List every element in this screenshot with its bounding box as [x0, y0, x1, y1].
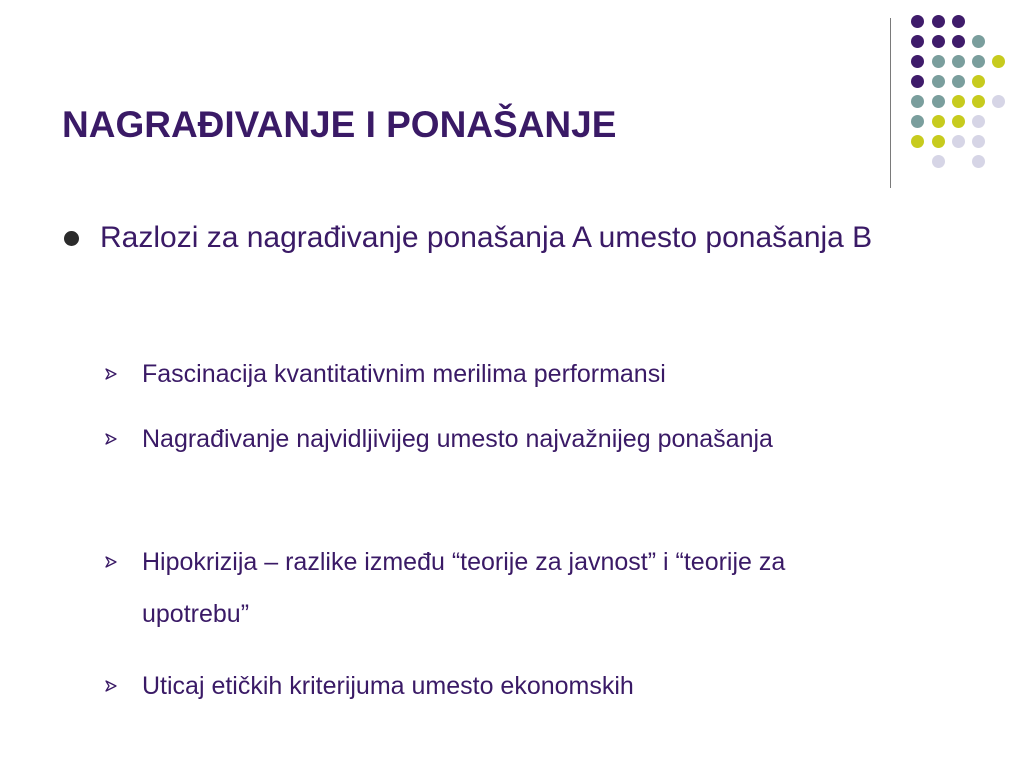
arrow-bullet-icon [104, 679, 118, 693]
sub-bullet-item: Hipokrizija – razlike između “teorije za javnost” i “teorije za upotrebu” [142, 548, 786, 628]
arrow-bullet-icon [104, 367, 118, 381]
arrow-bullet-icon [104, 432, 118, 446]
decoration-dot [932, 95, 945, 108]
decoration-dot [911, 135, 924, 148]
decoration-dot [932, 15, 945, 28]
decoration-dot [972, 55, 985, 68]
decoration-dot [932, 75, 945, 88]
slide-title: NAGRAĐIVANJE I PONAŠANJE [62, 104, 617, 145]
decoration-dot [932, 135, 945, 148]
sub-bullet-item: Nagrađivanje najvidljivijeg umesto najvažnijeg ponašanja [142, 425, 773, 453]
decoration-dot [972, 75, 985, 88]
decoration-dot [932, 155, 945, 168]
decoration-dot [911, 55, 924, 68]
decoration-dot [952, 115, 965, 128]
decoration-dot [952, 15, 965, 28]
decoration-dot [992, 55, 1005, 68]
dot-grid-decoration [0, 0, 1024, 200]
arrow-bullet-icon [104, 555, 118, 569]
decoration-dot [911, 35, 924, 48]
decoration-dot [911, 75, 924, 88]
decoration-dot [952, 135, 965, 148]
sub-bullet-item: Uticaj etičkih kriterijuma umesto ekonomskih [142, 672, 634, 700]
sub-bullet-item: Fascinacija kvantitativnim merilima performansi [142, 360, 666, 388]
decoration-dot [911, 15, 924, 28]
decoration-dot [952, 55, 965, 68]
decoration-dot [952, 95, 965, 108]
bullet-main: Razlozi za nagrađivanje ponašanja A umesto ponašanja B [100, 221, 873, 254]
bullet-dot-icon [64, 231, 79, 246]
decoration-dot [972, 135, 985, 148]
decoration-dot [992, 95, 1005, 108]
decoration-dot [972, 35, 985, 48]
decoration-dot [972, 155, 985, 168]
decoration-dot [911, 115, 924, 128]
decoration-dot [972, 95, 985, 108]
decoration-dot [972, 115, 985, 128]
decoration-dot [952, 35, 965, 48]
decoration-dot [952, 75, 965, 88]
decoration-dot [932, 55, 945, 68]
decoration-dot [932, 115, 945, 128]
decoration-dot [911, 95, 924, 108]
decoration-dot [932, 35, 945, 48]
